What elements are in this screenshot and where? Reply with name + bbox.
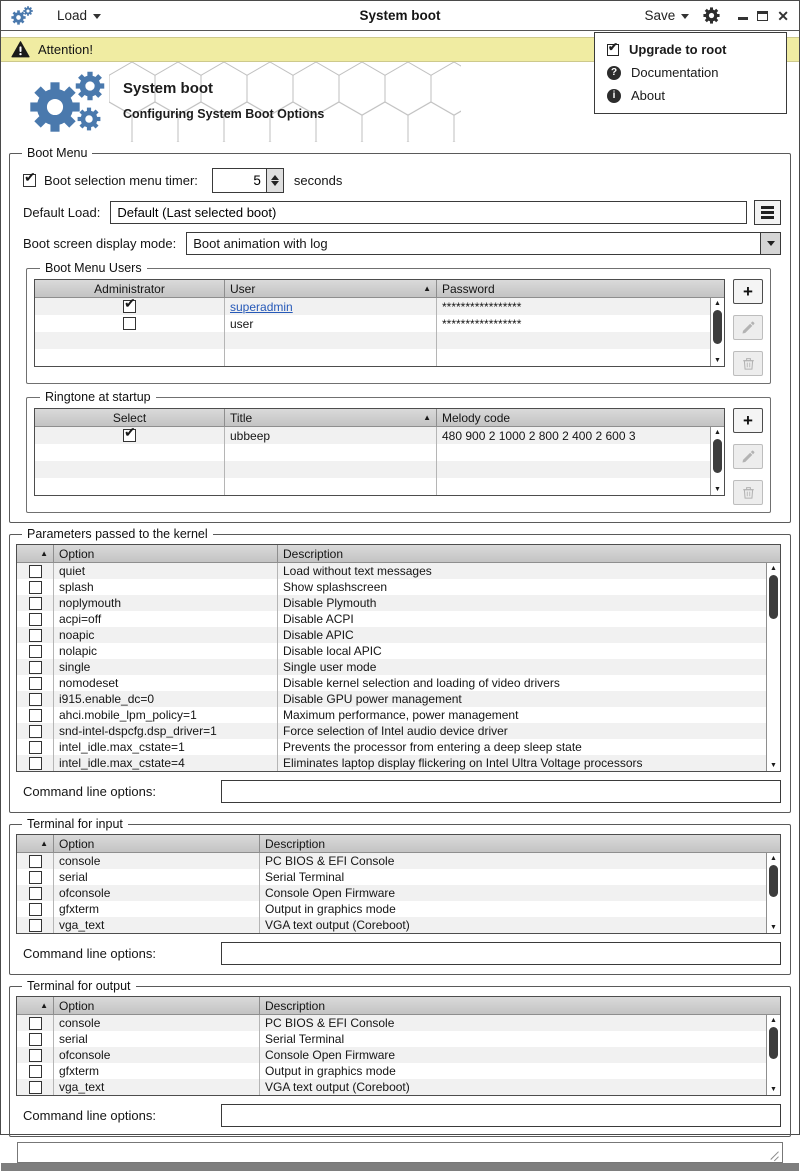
row-checkbox[interactable] [29,903,42,916]
row-checkbox[interactable] [29,581,42,594]
row-checkbox[interactable] [29,677,42,690]
row-checkbox[interactable] [29,725,42,738]
row-checkbox[interactable] [29,871,42,884]
terminal-input-legend: Terminal for input [27,817,123,831]
pencil-icon [741,320,756,335]
column-header-title[interactable]: Title ▲ [225,409,437,426]
default-load-list-button[interactable] [754,200,781,225]
default-load-input[interactable] [110,201,747,224]
option-cell: ofconsole [54,1047,260,1063]
row-checkbox[interactable] [29,693,42,706]
table-row[interactable] [17,1047,766,1063]
boot-timer-label: Boot selection menu timer: [44,173,198,188]
scrollbar-thumb[interactable] [769,1027,778,1059]
description-cell: PC BIOS & EFI Console [265,854,395,868]
option-cell: nomodeset [54,675,278,691]
sort-ascending-icon: ▲ [40,839,48,848]
column-header-user[interactable]: User ▲ [225,280,437,297]
sort-ascending-icon: ▲ [40,549,48,558]
description-cell: Force selection of Intel audio device driver [283,724,508,738]
menu-item-upgrade-to-root[interactable] [595,38,786,61]
boot-timer-spinner [212,168,284,193]
kernel-table-rows [17,563,766,771]
column-header-checked[interactable] [17,997,54,1014]
row-checkbox[interactable] [29,645,42,658]
option-cell: serial [54,869,260,885]
question-icon: ? [607,66,621,80]
table-row-empty [35,461,710,478]
description-cell: Show splashscreen [283,580,388,594]
row-checkbox[interactable] [29,1065,42,1078]
display-mode-label: Boot screen display mode: [23,236,177,251]
scroll-down-icon[interactable]: ▼ [770,762,777,769]
user-cell: user [225,315,437,332]
description-cell: Serial Terminal [265,1032,345,1046]
scrollbar-thumb[interactable] [769,865,778,897]
option-cell: serial [54,1031,260,1047]
status-bar [17,1142,783,1163]
boot-timer-value[interactable] [213,169,266,192]
table-row-empty [35,444,710,461]
option-cell: nolapic [54,643,278,659]
add-user-button[interactable]: + [733,279,763,304]
option-cell: vga_text [54,917,260,933]
option-cell: single [54,659,278,675]
option-cell: intel_idle.max_cstate=4 [54,755,278,771]
description-cell: Console Open Firmware [265,886,396,900]
admin-checkbox[interactable] [123,300,136,313]
cmdline-label: Command line options: [23,946,156,961]
sort-ascending-icon: ▲ [423,413,431,422]
admin-checkbox[interactable] [123,317,136,330]
description-cell: Disable local APIC [283,644,382,658]
description-cell: Disable kernel selection and loading of video drivers [283,676,560,690]
row-checkbox[interactable] [29,1033,42,1046]
dropdown-arrow-button[interactable] [760,233,780,254]
app-logo-gears [27,69,113,135]
table-row-empty [35,349,710,366]
vertical-scrollbar[interactable] [710,427,724,495]
column-header-administrator[interactable]: Administrator [35,280,225,297]
terminal-output-cmdline-input[interactable] [221,1104,781,1127]
option-cell: ofconsole [54,885,260,901]
boot-menu-users-section [26,261,771,384]
description-cell: Eliminates laptop display flickering on Intel Ultra Voltage processors [283,756,643,770]
kernel-params-table [16,544,781,772]
select-checkbox[interactable] [123,429,136,442]
table-row[interactable] [35,427,710,444]
description-cell: VGA text output (Coreboot) [265,1080,410,1094]
option-cell: noapic [54,627,278,643]
default-load-label: Default Load: [23,205,101,220]
column-header-password[interactable]: Password [442,281,495,296]
terminal-output-legend: Terminal for output [27,979,131,993]
description-cell: Serial Terminal [265,870,345,884]
menu-item-label: Upgrade to root [629,42,727,57]
option-cell: gfxterm [54,901,260,917]
title-bar [1,1,799,31]
terminal-output-table [16,996,781,1096]
description-cell: Output in graphics mode [265,1064,396,1078]
trash-icon [741,356,756,371]
option-cell: console [54,1015,260,1031]
ringtone-section [26,390,771,513]
delete-ringtone-button[interactable] [733,480,763,505]
table-row-empty [35,332,710,349]
table-row[interactable] [17,723,766,739]
description-cell: Output in graphics mode [265,902,396,916]
row-checkbox[interactable] [29,919,42,932]
terminal-input-section [9,817,791,975]
menu-item-about[interactable] [595,84,786,107]
table-row[interactable] [17,643,766,659]
vertical-scrollbar[interactable] [766,563,780,771]
terminal-input-cmdline-input[interactable] [221,942,781,965]
row-checkbox[interactable] [29,1081,42,1094]
column-header-option[interactable]: Option [54,545,278,562]
terminal-output-table-header [17,997,780,1015]
boot-menu-users-legend: Boot Menu Users [45,261,142,275]
ringtone-table [34,408,725,496]
window-title: System boot [359,8,441,23]
kernel-cmdline-input[interactable] [221,780,781,803]
scroll-up-icon[interactable]: ▲ [770,855,777,862]
table-row[interactable] [17,885,766,901]
scroll-up-icon[interactable]: ▲ [714,429,721,436]
sort-ascending-icon: ▲ [40,1001,48,1010]
column-header-checked[interactable] [17,545,54,562]
menu-item-label: About [631,88,665,103]
description-cell: Disable ACPI [283,612,354,626]
option-cell: intel_idle.max_cstate=1 [54,739,278,755]
option-cell: noplymouth [54,595,278,611]
users-table-header [35,280,724,298]
ringtone-table-header [35,409,724,427]
description-cell: Prevents the processor from entering a deep sleep state [283,740,582,754]
spin-up-icon[interactable] [271,175,279,180]
option-cell: vga_text [54,1079,260,1095]
menu-item-documentation[interactable] [595,61,786,84]
description-cell: Load without text messages [283,564,432,578]
boot-menu-section [9,146,791,523]
option-cell: quiet [54,563,278,579]
table-row[interactable] [17,707,766,723]
password-cell: ***************** [442,316,522,331]
minimize-button[interactable] [738,17,748,20]
column-header-description[interactable]: Description [265,998,326,1013]
users-table-rows [35,298,710,366]
vertical-scrollbar[interactable] [710,298,724,366]
row-checkbox[interactable] [29,629,42,642]
vertical-scrollbar[interactable] [766,1015,780,1095]
load-button-label: Load [57,8,88,23]
load-button[interactable] [57,8,101,23]
table-row[interactable] [17,901,766,917]
delete-user-button[interactable] [733,351,763,376]
scroll-up-icon[interactable]: ▲ [770,565,777,572]
option-cell: splash [54,579,278,595]
row-checkbox[interactable] [29,597,42,610]
table-row[interactable] [17,755,766,771]
save-dropdown-menu [594,32,787,114]
close-button[interactable]: ✕ [777,7,789,24]
description-cell: Disable GPU power management [283,692,462,706]
spinner-buttons[interactable] [266,169,283,192]
info-icon: i [607,89,621,103]
maximize-button[interactable] [757,11,768,21]
menu-item-label: Documentation [631,65,719,80]
save-button[interactable] [644,8,689,23]
cmdline-label: Command line options: [23,1108,156,1123]
row-checkbox[interactable] [29,741,42,754]
option-cell: console [54,853,260,869]
table-row[interactable] [35,315,710,332]
table-row-empty [35,478,710,495]
option-cell: i915.enable_dc=0 [54,691,278,707]
edit-ringtone-button[interactable] [733,444,763,469]
scroll-down-icon[interactable]: ▼ [714,357,721,364]
terminal-output-section [9,979,791,1137]
page-title: System boot [123,80,214,97]
main-content [1,142,799,1163]
display-mode-value: Boot animation with log [193,236,328,251]
description-cell: Single user mode [283,660,377,674]
melody-cell: 480 900 2 1000 2 800 2 400 2 600 3 [442,428,636,443]
row-checkbox[interactable] [29,661,42,674]
description-cell: Maximum performance, power management [283,708,519,722]
table-row[interactable] [35,298,710,315]
add-ringtone-button[interactable]: + [733,408,763,433]
table-row[interactable] [17,691,766,707]
table-row[interactable] [17,1015,766,1031]
display-mode-select[interactable] [186,232,781,255]
terminal-input-table-header [17,835,780,853]
terminal-input-table [16,834,781,934]
table-row[interactable] [17,869,766,885]
terminal-input-rows [17,853,766,933]
hamburger-icon [761,206,774,209]
edit-user-button[interactable] [733,315,763,340]
trash-icon [741,485,756,500]
vertical-scrollbar[interactable] [766,853,780,933]
chevron-down-icon [767,241,775,246]
pencil-icon [741,449,756,464]
column-header-checked[interactable] [17,835,54,852]
ringtone-legend: Ringtone at startup [45,390,151,404]
scrollbar-thumb[interactable] [713,310,722,344]
table-row[interactable] [17,853,766,869]
warning-icon [11,41,30,58]
sort-ascending-icon: ▲ [423,284,431,293]
table-row[interactable] [17,595,766,611]
boot-timer-checkbox[interactable] [23,174,36,187]
row-checkbox[interactable] [29,613,42,626]
scroll-down-icon[interactable]: ▼ [770,924,777,931]
attention-label: Attention! [38,42,93,57]
boot-menu-legend: Boot Menu [27,146,88,160]
row-checkbox[interactable] [29,709,42,722]
row-checkbox[interactable] [29,887,42,900]
terminal-output-rows [17,1015,766,1095]
table-row[interactable] [17,1079,766,1095]
title-cell: ubbeep [225,427,437,444]
table-row[interactable] [17,917,766,933]
app-gears-icon [11,5,35,27]
save-button-label: Save [644,8,676,23]
window-bottom-edge [1,1163,799,1171]
description-cell: PC BIOS & EFI Console [265,1016,395,1030]
table-row[interactable] [17,611,766,627]
table-row[interactable] [17,579,766,595]
chevron-down-icon [93,14,101,19]
column-header-melody[interactable]: Melody code [442,410,511,425]
table-row[interactable] [17,563,766,579]
description-cell: Disable Plymouth [283,596,377,610]
option-cell: acpi=off [54,611,278,627]
cmdline-label: Command line options: [23,784,156,799]
option-cell: gfxterm [54,1063,260,1079]
description-cell: Disable APIC [283,628,354,642]
description-cell: Console Open Firmware [265,1048,396,1062]
spin-down-icon[interactable] [271,181,279,186]
row-checkbox[interactable] [29,565,42,578]
scrollbar-thumb[interactable] [713,439,722,473]
row-checkbox[interactable] [29,1049,42,1062]
column-header-option[interactable]: Option [54,997,260,1014]
chevron-down-icon [681,14,689,19]
scroll-down-icon[interactable]: ▼ [770,1086,777,1093]
column-header-option[interactable]: Option [54,835,260,852]
password-cell: ***************** [442,299,522,314]
table-row[interactable] [17,1031,766,1047]
column-header-description[interactable]: Description [265,836,326,851]
kernel-table-header [17,545,780,563]
table-row[interactable] [17,675,766,691]
scrollbar-thumb[interactable] [769,575,778,619]
page-subtitle: Configuring System Boot Options [123,107,325,121]
row-checkbox[interactable] [29,1017,42,1030]
ringtone-table-rows [35,427,710,495]
description-cell: VGA text output (Coreboot) [265,918,410,932]
table-row[interactable] [17,739,766,755]
kernel-params-section [9,527,791,813]
column-header-select[interactable]: Select [35,409,225,426]
resize-grip[interactable] [768,1148,779,1159]
row-checkbox[interactable] [29,757,42,770]
row-checkbox[interactable] [29,855,42,868]
scroll-down-icon[interactable]: ▼ [714,486,721,493]
kernel-params-legend: Parameters passed to the kernel [27,527,208,541]
users-table [34,279,725,367]
user-link[interactable]: superadmin [230,299,293,314]
option-cell: ahci.mobile_lpm_policy=1 [54,707,278,723]
option-cell: snd-intel-dspcfg.dsp_driver=1 [54,723,278,739]
checked-checkbox-icon [607,44,619,56]
settings-gear-icon[interactable] [703,7,720,24]
table-row[interactable] [17,627,766,643]
scroll-up-icon[interactable]: ▲ [714,300,721,307]
table-row[interactable] [17,1063,766,1079]
boot-timer-unit: seconds [293,173,343,188]
table-row[interactable] [17,659,766,675]
scroll-up-icon[interactable]: ▲ [770,1017,777,1024]
column-header-description[interactable]: Description [283,546,344,561]
